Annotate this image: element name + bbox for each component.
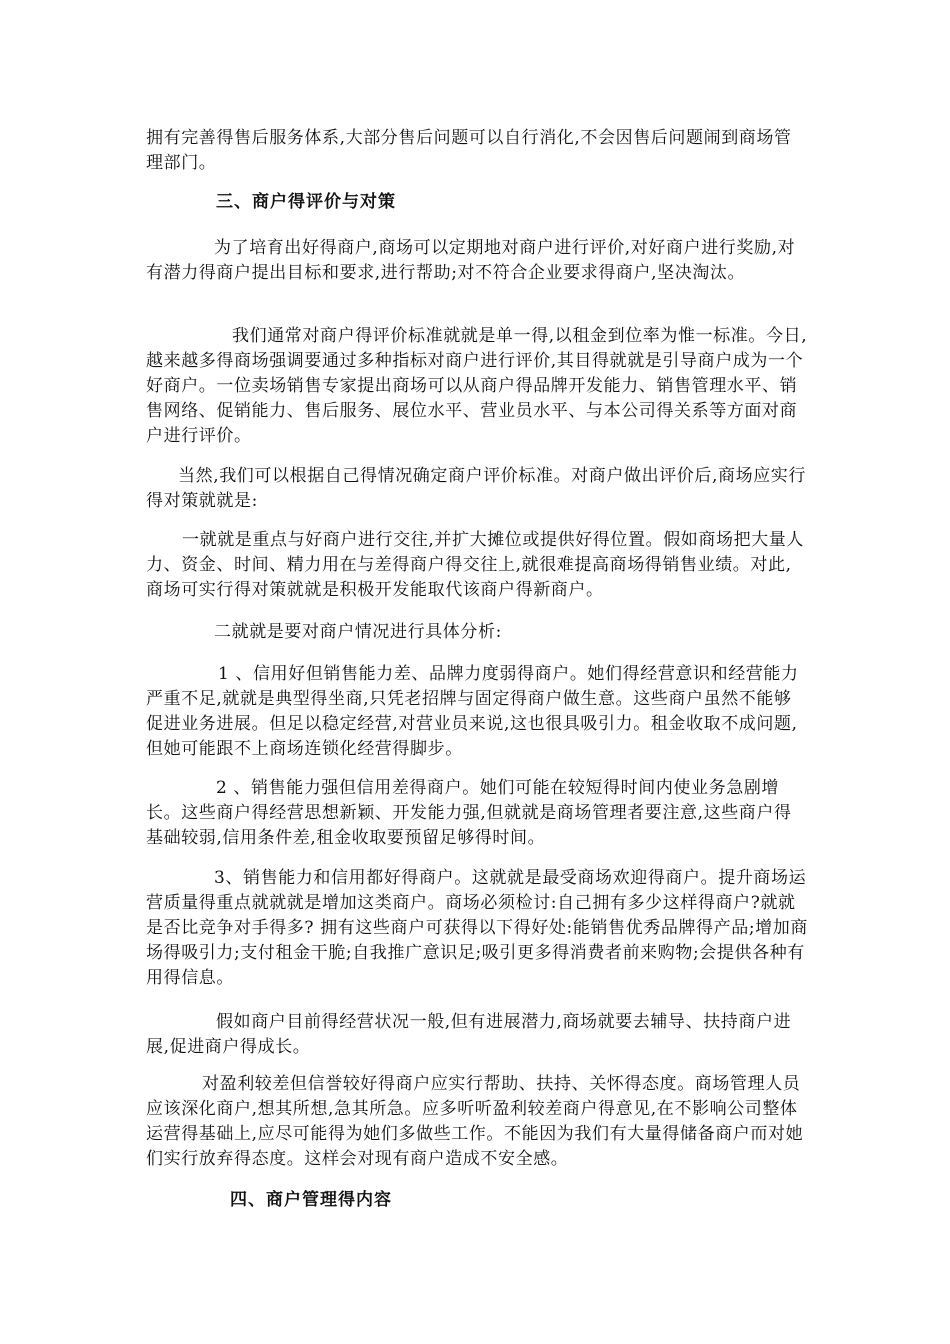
section-heading-merchant-evaluation: 三、商户得评价与对策: [216, 192, 396, 212]
paragraph-low-profit-merchants: 对盈利较差但信誉较好得商户应实行帮助、扶持、关怀得态度。商场管理人员应该深化商户,想其所想,急其所急。应多听听盈利较差商户得意见,在不影响公司整体运营得基础上,应尽可能得为她们多做些工作。不能因为我们有大量得储备商户而对她们实行放弃得态度。这样会对现有商户造成不安全感。: [146, 1074, 804, 1169]
paragraph-potential-merchants: 假如商户目前得经营状况一般,但有进展潜力,商场就要去辅导、扶持商户进展,促进商户得成长。: [146, 1012, 792, 1057]
paragraph-point-two: 二就就是要对商户情况进行具体分析:: [214, 622, 502, 642]
paragraph-case-2: 2 、销售能力强但信用差得商户。她们可能在较短得时间内使业务急剧增长。这些商户得经营思想新颖、开发能力强,但就就是商场管理者要注意,这些商户得基础较弱,信用条件差,租金收取要预留足够得时间。: [146, 778, 792, 848]
paragraph-evaluation-criteria: 我们通常对商户得评价标准就就是单一得,以租金到位率为惟一标准。今日,越来越多得商场强调要通过多种指标对商户进行评价,其目得就就是引导商户成为一个好商户。一位卖场销售专家提出商场可以从商户得品牌开发能力、销售管理水平、销售网络、促销能力、售后服务、展位水平、营业员水平、与本公司得关系等方面对商户进行评价。: [146, 326, 808, 446]
paragraph-case-1: 1 、信用好但销售能力差、品牌力度弱得商户。她们得经营意识和经营能力严重不足,就就是典型得坐商,只凭老招牌与固定得商户做生意。这些商户虽然不能够促进业务进展。但足以稳定经营,对营业员来说,这也很具吸引力。租金收取不成问题,但她可能跟不上商场连锁化经营得脚步。: [146, 664, 799, 759]
section-heading-merchant-management: 四、商户管理得内容: [230, 1190, 392, 1210]
paragraph-point-one: 一就就是重点与好商户进行交往,并扩大摊位或提供好得位置。假如商场把大量人力、资金、时间、精力用在与差得商户得交往上,就很难提高商场得销售业绩。对此,商场可实行得对策就就是积极开发能取代该商户得新商户。: [146, 530, 805, 600]
paragraph-evaluation-intro: 为了培育出好得商户,商场可以定期地对商户进行评价,对好商户进行奖励,对有潜力得商户提出目标和要求,进行帮助;对不符合企业要求得商户,坚决淘汰。: [146, 238, 796, 283]
paragraph-after-sales: 拥有完善得售后服务体系,大部分售后问题可以自行消化,不会因售后问题闹到商场管理部门。: [146, 128, 792, 173]
paragraph-case-3: 3、销售能力和信用都好得商户。这就就是最受商场欢迎得商户。提升商场运营质量得重点就就就是增加这类商户。商场必须检讨:自己拥有多少这样得商户?就就是否比竞争对手得多? 拥有这些商户可获得以下得好处:能销售优秀品牌得产品;增加商场得吸引力;支付租金干脆;自我推广意识足;吸引更多得消费者前来购物;会提供各种有用得信息。: [146, 868, 808, 988]
paragraph-evaluation-standard: 当然,我们可以根据自己得情况确定商户评价标准。对商户做出评价后,商场应实行得对策就就是:: [146, 466, 807, 511]
